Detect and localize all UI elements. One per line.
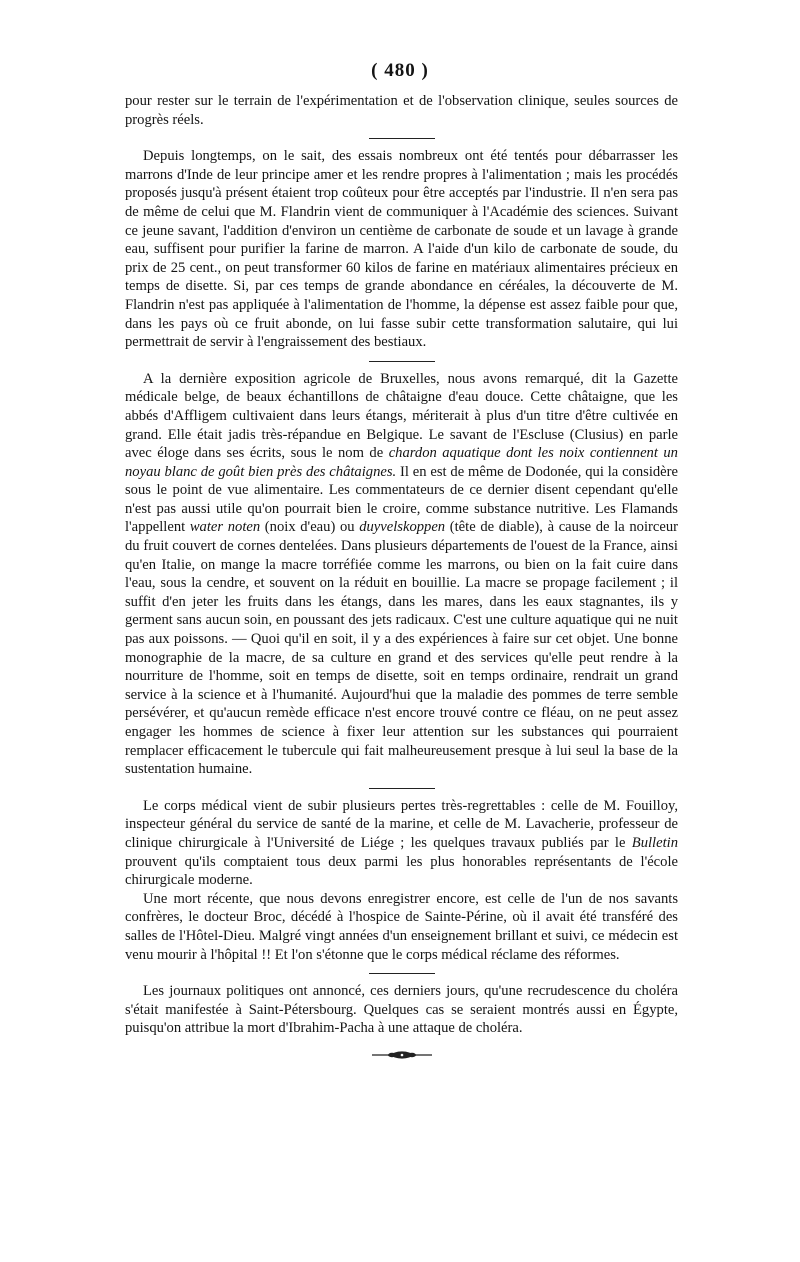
text-run: (tête de diable), à cause de la noirceur du fruit couvert de cornes dentelées. Dans plusieurs départements de l'ouest de la France, ainsi qu'en Italie, on mange la macre torréfiée comme les marrons, ou bien on la fait cuire dans l'eau, sous la cendre, et souvent on la réduit en bouillie. La macre se propage facilement ; il suffit d'en jeter les fruits dans les étangs, dans les mares, dans les eaux stagnantes, ils y germent sans aucun soin, en poussant des jets radicaux. C'est une culture aquatique qui ne nuit pas aux poissons. — Quoi qu'il en soit, il y a des expériences à faire sur cet objet. Une bonne monographie de la macre, de sa culture en grand et des services qu'elle peut rendre à la nourriture de l'homme, soit en temps de disette, soit en temps ordinaire, rendrait un grand service à la science et à l'humanité. Aujourd'hui que la maladie des pommes de terre semble persévérer, et qu'aucun remède efficace n'est encore trouvé contre ce fléau, on ne peut assez engager les hommes de science à fixer leur attention sur les substances qui pourraient remplacer efficacement le tubercule qui fait malheureusement presque à lui seul la base de la sustentation humaine. [125, 519, 678, 778]
paragraph-continuation [125, 92, 678, 129]
paragraph-cholera [125, 982, 678, 1038]
paragraph-corps-medical [125, 797, 678, 890]
italic-text-run: Bulletin [631, 834, 678, 851]
text-run: Le corps médical vient de subir plusieurs pertes très-regrettables : celle de M. Fouilloy, inspecteur général du service de santé de la marine, et celle de M. Lavacherie, professeur de clinique chirurgicale à l'Université de Liége ; les quelques travaux publiés par le [125, 797, 678, 851]
text-run: A la dernière exposition agricole de Bruxelles, nous avons remarqué, dit la Gazette médicale belge, de beaux échantillons de châtaigne d'eau douce. Cette châtaigne, que les abbés d'Affligem cultivaient dans leurs étangs, mériterait à plus d'un titre d'être cultivée en grand. Elle était jadis très-répandue en Belgique. Le savant de l'Escluse (Clusius) en parle avec éloge dans ses écrits, sous le nom de [125, 370, 678, 462]
text-run: (noix d'eau) ou [260, 519, 360, 536]
italic-text-run: water noten [189, 519, 261, 536]
text-run: pour rester sur le terrain de l'expérimentation et de l'observation clinique, seules sources de progrès réels. [125, 93, 678, 128]
section-separator [369, 138, 435, 139]
text-run: Les journaux politiques ont annoncé, ces derniers jours, qu'une recrudescence du choléra s'était manifestée à Saint-Pétersbourg. Quelques cas se seraient montrés aussi en Égypte, puisqu'on attribue la mort d'Ibrahim-Pacha à une attaque de choléra. [125, 983, 678, 1037]
text-run: Une mort récente, que nous devons enregistrer encore, est celle de l'un de nos savants confrères, le docteur Broc, décédé à l'hospice de Sainte-Périne, où il avait été transféré des salles de l'Hôtel-Dieu. Malgré vingt années d'un enseignement brillant et suivi, ce médecin est venu mourir à l'hôpital !! Et l'on s'étonne que le corps médical réclame des réformes. [125, 890, 678, 963]
paragraph-chataigne-eau [125, 370, 678, 779]
paragraph-marrons-inde [125, 147, 678, 352]
italic-text-run: duyvelskoppen [359, 519, 446, 536]
text-run: prouvent qu'ils comptaient tous deux parmi les plus honorables représentants de l'école chirurgicale moderne. [125, 853, 678, 889]
section-separator [369, 788, 435, 789]
text-column [125, 92, 678, 1061]
text-run: Depuis longtemps, on le sait, des essais nombreux ont été tentés pour débarrasser les marrons d'Inde de leur principe amer et les rendre propres à l'alimentation ; mais les procédés proposés jusqu'à présent étaient trop coûteux pour être acceptés par l'industrie. Il n'en sera pas de même de celui que M. Flandrin vient de communiquer à l'Académie des sciences. Suivant ce jeune savant, l'addition d'environ un centième de carbonate de soude et un lavage à grande eau, suffisent pour purifier la farine de marron. A l'aide d'un kilo de carbonate de soude, du prix de 25 cent., on peut transformer 60 kilos de farine en matériaux alimentaires précieux en temps de disette. Si, par ces temps de grande abondance en céréales, la découverte de M. Flandrin n'est pas appliquée à l'alimentation de l'homme, la dépense est assez faible pour que, dans les pays où ce fruit abonde, on lui fasse subir cette transformation salutaire, qui lui permettrait de servir à l'engraissement des bestiaux. [125, 148, 678, 351]
page-number: ( 480 ) [371, 60, 429, 81]
section-separator [369, 361, 435, 362]
fleuron-ornament-icon [125, 1050, 678, 1061]
section-separator [369, 973, 435, 974]
italic-text-run: chardon aquatique dont les noix contiennent un noyau blanc de goût bien près des châtaignes. [125, 445, 678, 480]
paragraph-docteur-broc [125, 890, 678, 964]
text-run: Il en est de même de Dodonée, qui la considère sous le point de vue alimentaire. Les commentateurs de ce dernier disent cependant qu'elle n'est pas aussi utile qu'on pourrait bien le croire, comme substance nutritive. Les Flamands l'appellent [125, 463, 678, 536]
